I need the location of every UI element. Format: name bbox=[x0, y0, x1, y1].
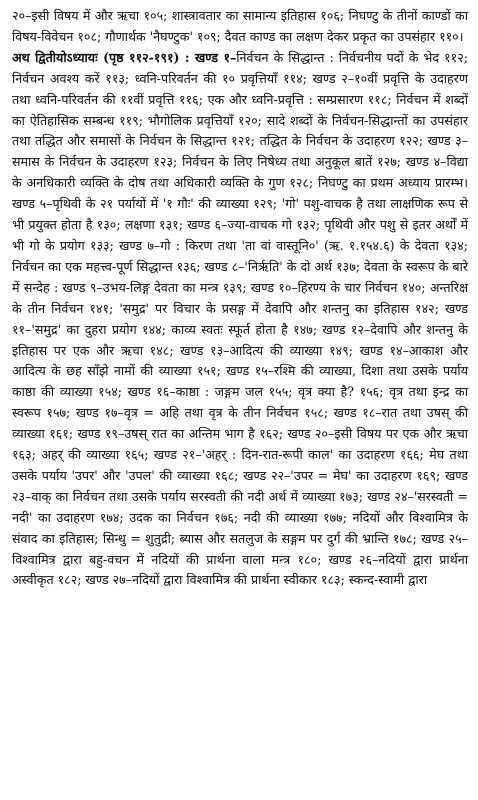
paragraph-chapter-two bbox=[12, 48, 468, 592]
chapter-two-contents: निर्वचन के सिद्धान्त : निर्वचनीय पदों के भेद ११२; निर्वचन अवश्य करें ११३; ध्वनि-परिवर्तन की १० प्रवृत्तियाँ ११४; खण्ड २–१०वीं प्रवृत्ति के उदाहरण तथा ध्वनि-परिवर्तन की ११वीं प्रवृत्ति ११६; एक और ध्वनि-प्रवृत्ति : सम्प्रसारण ११८; निर्वचन में शब्दों का ऐतिहासिक सम्बन्ध ११९; भौगोलिक प्रवृत्तियाँ १२०; सादे शब्दों के निर्वचन-सिद्धान्तों का उपसंहार तथा तद्धित और समासों के निर्वचन के सिद्धान्त १२१; तद्धित के निर्वचन के उदाहरण १२२; खण्ड ३–समास के निर्वचन के उदाहरण १२३; निर्वचन के लिए निषेध्य तथा अनुकूल बातें १२७; खण्ड ४–विद्या के अनधिकारी व्यक्ति के दोष तथा अधिकारी व्यक्ति के गुण १२८; निघण्टु का प्रथम अध्याय प्रारम्भ। खण्ड ५–पृथिवी के २१ पर्यायों में '१ गौः' की व्याख्या १२९; 'गो' पशु-वाचक है तथा लाक्षणिक रूप से भी प्रयुक्त होता है १३०; लक्षणा १३१; खण्ड ६–ज्या-वाचक गो १३२; पृथिवी और पशु से इतर अर्थों में भी गो के प्रयोग १३३; खण्ड ७–गो : किरण तथा 'ता वां वास्तूनि०' (ऋ. १.१५४.६) के देवता १३४; निर्वचन का एक महत्त्व-पूर्ण सिद्धान्त १३६; खण्ड ८–'निर्ऋति' के दो अर्थ १३७; देवता के स्वरूप के बारे में सन्देह : खण्ड ९–उभय-लिङ्ग देवता का मन्त्र १३९; खण्ड १०–हिरण्य के चार निर्वचन १४०; अन्तरिक्ष के तीन निर्वचन १४१; 'समुद्र' पर विचार के प्रसङ्ग में देवापि और शन्तनु का इतिहास १४२; खण्ड ११–'समुद्र' का दुहरा प्रयोग १४४; काव्य स्वतः स्फूर्त होता है १४७; खण्ड १२–देवापि और शन्तनु के इतिहास पर एक और ऋचा १४८; खण्ड १३–आदित्य की व्याख्या १४९; खण्ड १४–आकाश और आदित्य के छह साँझे नामों की व्याख्या १५१; खण्ड १५–रश्मि की व्याख्या, दिशा तथा उसके पर्याय काष्ठा की व्याख्या १५४; खण्ड १६–काष्ठा : जङ्गम जल १५५; वृत्र क्या है? १५६; वृत्र तथा इन्द्र का स्वरूप १५७; खण्ड १७–वृत्र = अहि तथा वृत्र के तीन निर्वचन १५८; खण्ड १८–रात तथा उषस् की व्याख्या १६१; खण्ड १९–उषस् रात का अन्तिम भाग है १६२; खण्ड २०–इसी विषय पर एक और ऋचा १६३; अहर् की व्याख्या १६५; खण्ड २१–'अहर् : दिन-रात-रूपी काल' का उदाहरण १६६; मेघ तथा उसके पर्याय 'उपर' और 'उपल' की व्याख्या १६८; खण्ड २२–'उपर = मेघ' का उदाहरण १६९; खण्ड २३–वाक् का निर्वचन तथा उसके पर्याय सरस्वती की नदी अर्थ में व्याख्या १७३; खण्ड २४–'सरस्वती = नदी' का उदाहरण १७४; उदक का निर्वचन १७६; नदी की व्याख्या १७७; नदियों और विश्वामित्र के संवाद का इतिहास; सिन्धु = शुतुद्री; ब्यास और सतलुज के सङ्गम पर दुर्ग की भ्रान्ति १७८; खण्ड २५–विश्वामित्र द्वारा बहु-वचन में नदियों की प्रार्थना वाला मन्त्र १८०; खण्ड २६–नदियों द्वारा प्रार्थना अस्वीकृत १८२; खण्ड २७–नदियों द्वारा विश्वामित्र की प्रार्थना स्वीकार १८३; स्कन्द-स्वामी द्वारा bbox=[12, 49, 468, 588]
chapter-two-heading: अथ द्वितीयोऽध्यायः (पृष्ठ ११२-१९१) : खण्ड १– bbox=[12, 49, 237, 65]
paragraph-chapter-one-tail: २०–इसी विषय में और ऋचा १०५; शास्त्रावतार का सामान्य इतिहास १०६; निघण्टु के तीनों काण्डों का विषय-विवेचन १०८; गौणार्थक 'नैघण्टुक' १०९; दैवत काण्ड का लक्षण देकर प्रकृत का उपसंहार ११०। bbox=[12, 8, 468, 44]
